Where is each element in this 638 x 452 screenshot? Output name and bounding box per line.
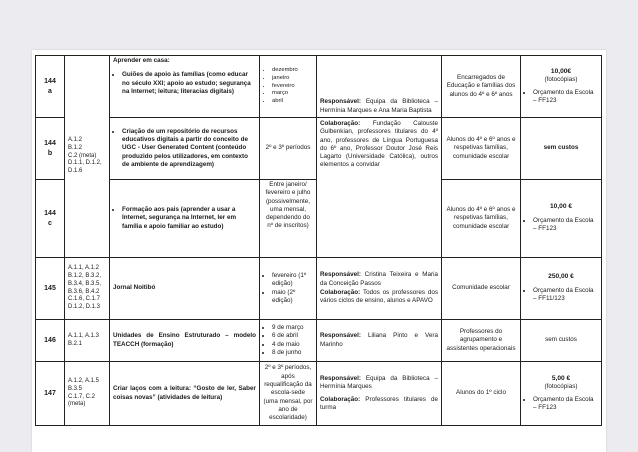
table-row [36,320,602,362]
cost-item: • Orçamento da Escola – FF123 [533,89,598,106]
calendar [260,258,317,320]
responsible-label: Responsável: [320,332,361,340]
responsible-label: Responsável: [320,98,361,106]
collaboration-text: Professores titulares de turma [320,395,438,411]
audience: Alunos do 4º e 6º anos e respetivas famílias, comunidade escolar [442,180,521,258]
collaboration-label: Colaboração: [320,289,361,296]
activity-item: • Criação de um repositório de recursos educativos digitais a partir do conceito de UGC - User Generated Content (conteúdo produzido pelos utilizadores, em contexto de ambiente de aprendizagem) [122,128,256,169]
activity-number: 144 c [36,180,65,258]
audience: Professores do agrupamento e assistentes operacionais [442,320,521,362]
calendar-item: • março [272,90,313,98]
audience: Encarregados de Educação e famílias dos alunos do 4º e 6º anos [442,56,521,118]
calendar-item: • maio (2º edição) [272,289,313,306]
activity-item: • Guiões de apoio às famílias (como educar no século XXI; apoio ao estudo; segurança na Internet; leitura; literacias digitais) [122,71,256,96]
responsible [317,56,442,118]
calendar-item: • fevereiro [272,83,313,91]
calendar-item: • 6 de abril [272,332,313,340]
responsible-text: Equipa da Biblioteca – Hermínia Marques e Ana Maria Baptista [320,98,438,114]
cost-item: • Orçamento da Escola – FF123 [533,217,598,234]
calendar-item: • abril [272,98,313,106]
activity [110,56,260,118]
activity-number: 145 [36,258,65,320]
activity-number: 146 [36,320,65,362]
table-row [36,258,602,320]
cost-value: 5,00 € [551,374,571,382]
activity-number: 147 [36,362,65,426]
collaboration-label: Colaboração: [320,120,361,127]
table-row [36,362,602,426]
cost-value: 10,00 € [550,203,572,211]
cost: sem custos [521,320,602,362]
table-row [36,56,602,118]
activity-plan-table [35,55,602,426]
responsible-label: Responsável: [320,374,361,382]
calendar-item: • 9 de março [272,324,313,332]
calendar [260,56,317,118]
cost-note: (fotocópias) [544,383,578,391]
calendar-item: • janeiro [272,75,313,83]
responsible [317,362,442,426]
activity [110,118,260,180]
activity-title: Aprender em casa: [113,57,170,64]
activity-number: 144 b [36,118,65,180]
cost-note: (fotocópias) [544,76,578,84]
calendar-item: • 4 de maio [272,341,313,349]
responsible [317,258,442,320]
responsible-label: Responsável: [320,271,361,279]
cost-item: • Orçamento da Escola – FF11/123 [533,287,598,304]
activity: Criar laços com a leitura: “Gosto de ler, Saber coisas novas” (atividades de leitura) [110,362,260,426]
audience: Alunos do 4º e 6º anos e respetivas famílias, comunidade escolar [442,118,521,180]
cost: sem custos [521,118,602,180]
cost [521,180,602,258]
competencies: A.1.2, A.1.5 B.3.5 C.1.7, C.2 (meta) [65,362,110,426]
calendar: Entre janeiro/ fevereiro e julho (possivelmente, uma mensal, dependendo do nº de inscritos) [260,180,317,258]
responsible [317,320,442,362]
collaboration [317,118,442,258]
document-page [32,50,606,452]
collaboration-text: Todos os professores dos vários ciclos de ensino, alunos e APAVO [320,289,438,305]
cost-value: 250,00 € [548,273,574,281]
calendar-item: • 8 de junho [272,349,313,357]
cost-item: • Orçamento da Escola – FF123 [533,396,598,413]
calendar-item: • fevereiro (1º edição) [272,272,313,289]
calendar: 2º e 3º períodos, após requalificação da escola-sede (uma mensal, por ano de escolaridade) [260,362,317,426]
cost [521,362,602,426]
activity [110,180,260,258]
activity: Unidades de Ensino Estruturado – modelo TEACCH (formação) [110,320,260,362]
competencies: A.1.2 B.1.2 C.2 (meta) D.1.1, D.1.2, D.1.6 [65,56,110,258]
collaboration-label: Colaboração: [320,395,361,403]
activity-number: 144 a [36,56,65,118]
responsible-text: Liliana Pinto e Vera Marinho [320,332,439,348]
calendar-item: • dezembro [272,67,313,75]
competencies: A.1.1, A.1.2 B.1.2, B.3.2, B.3.4, B.3.5, B.3.6, B.4.2 C.1.6, C.1.7 D.1.2, D.1.3 [65,258,110,320]
calendar: 2º e 3º períodos [260,118,317,180]
table-row [36,118,602,180]
responsible-text: Equipa da Biblioteca – Hermínia Marques [320,374,438,391]
responsible-text: Cristina Teixeira e Maria da Conceição Passos [320,271,438,287]
cost [521,56,602,118]
calendar [260,320,317,362]
collaboration-text: Fundação Calouste Gulbenkian, professores titulares do 4º ano, professores de Língua Portuguesa do 6º ano, Professor Doutor José Reis Lagarto (Universidade Católica), outros elementos a convidar [320,120,439,169]
activity: Jornal Noitibó [110,258,260,320]
cost [521,258,602,320]
audience: Alunos do 1º ciclo [442,362,521,426]
competencies: A.1.1, A.1.3 B.2.1 [65,320,110,362]
cost-value: 10,00€ [550,67,572,75]
audience: Comunidade escolar [442,258,521,320]
activity-item: • Formação aos pais (aprender a usar a Internet, segurança na Internet, ler em família e apoio familiar ao estudo) [122,206,256,231]
